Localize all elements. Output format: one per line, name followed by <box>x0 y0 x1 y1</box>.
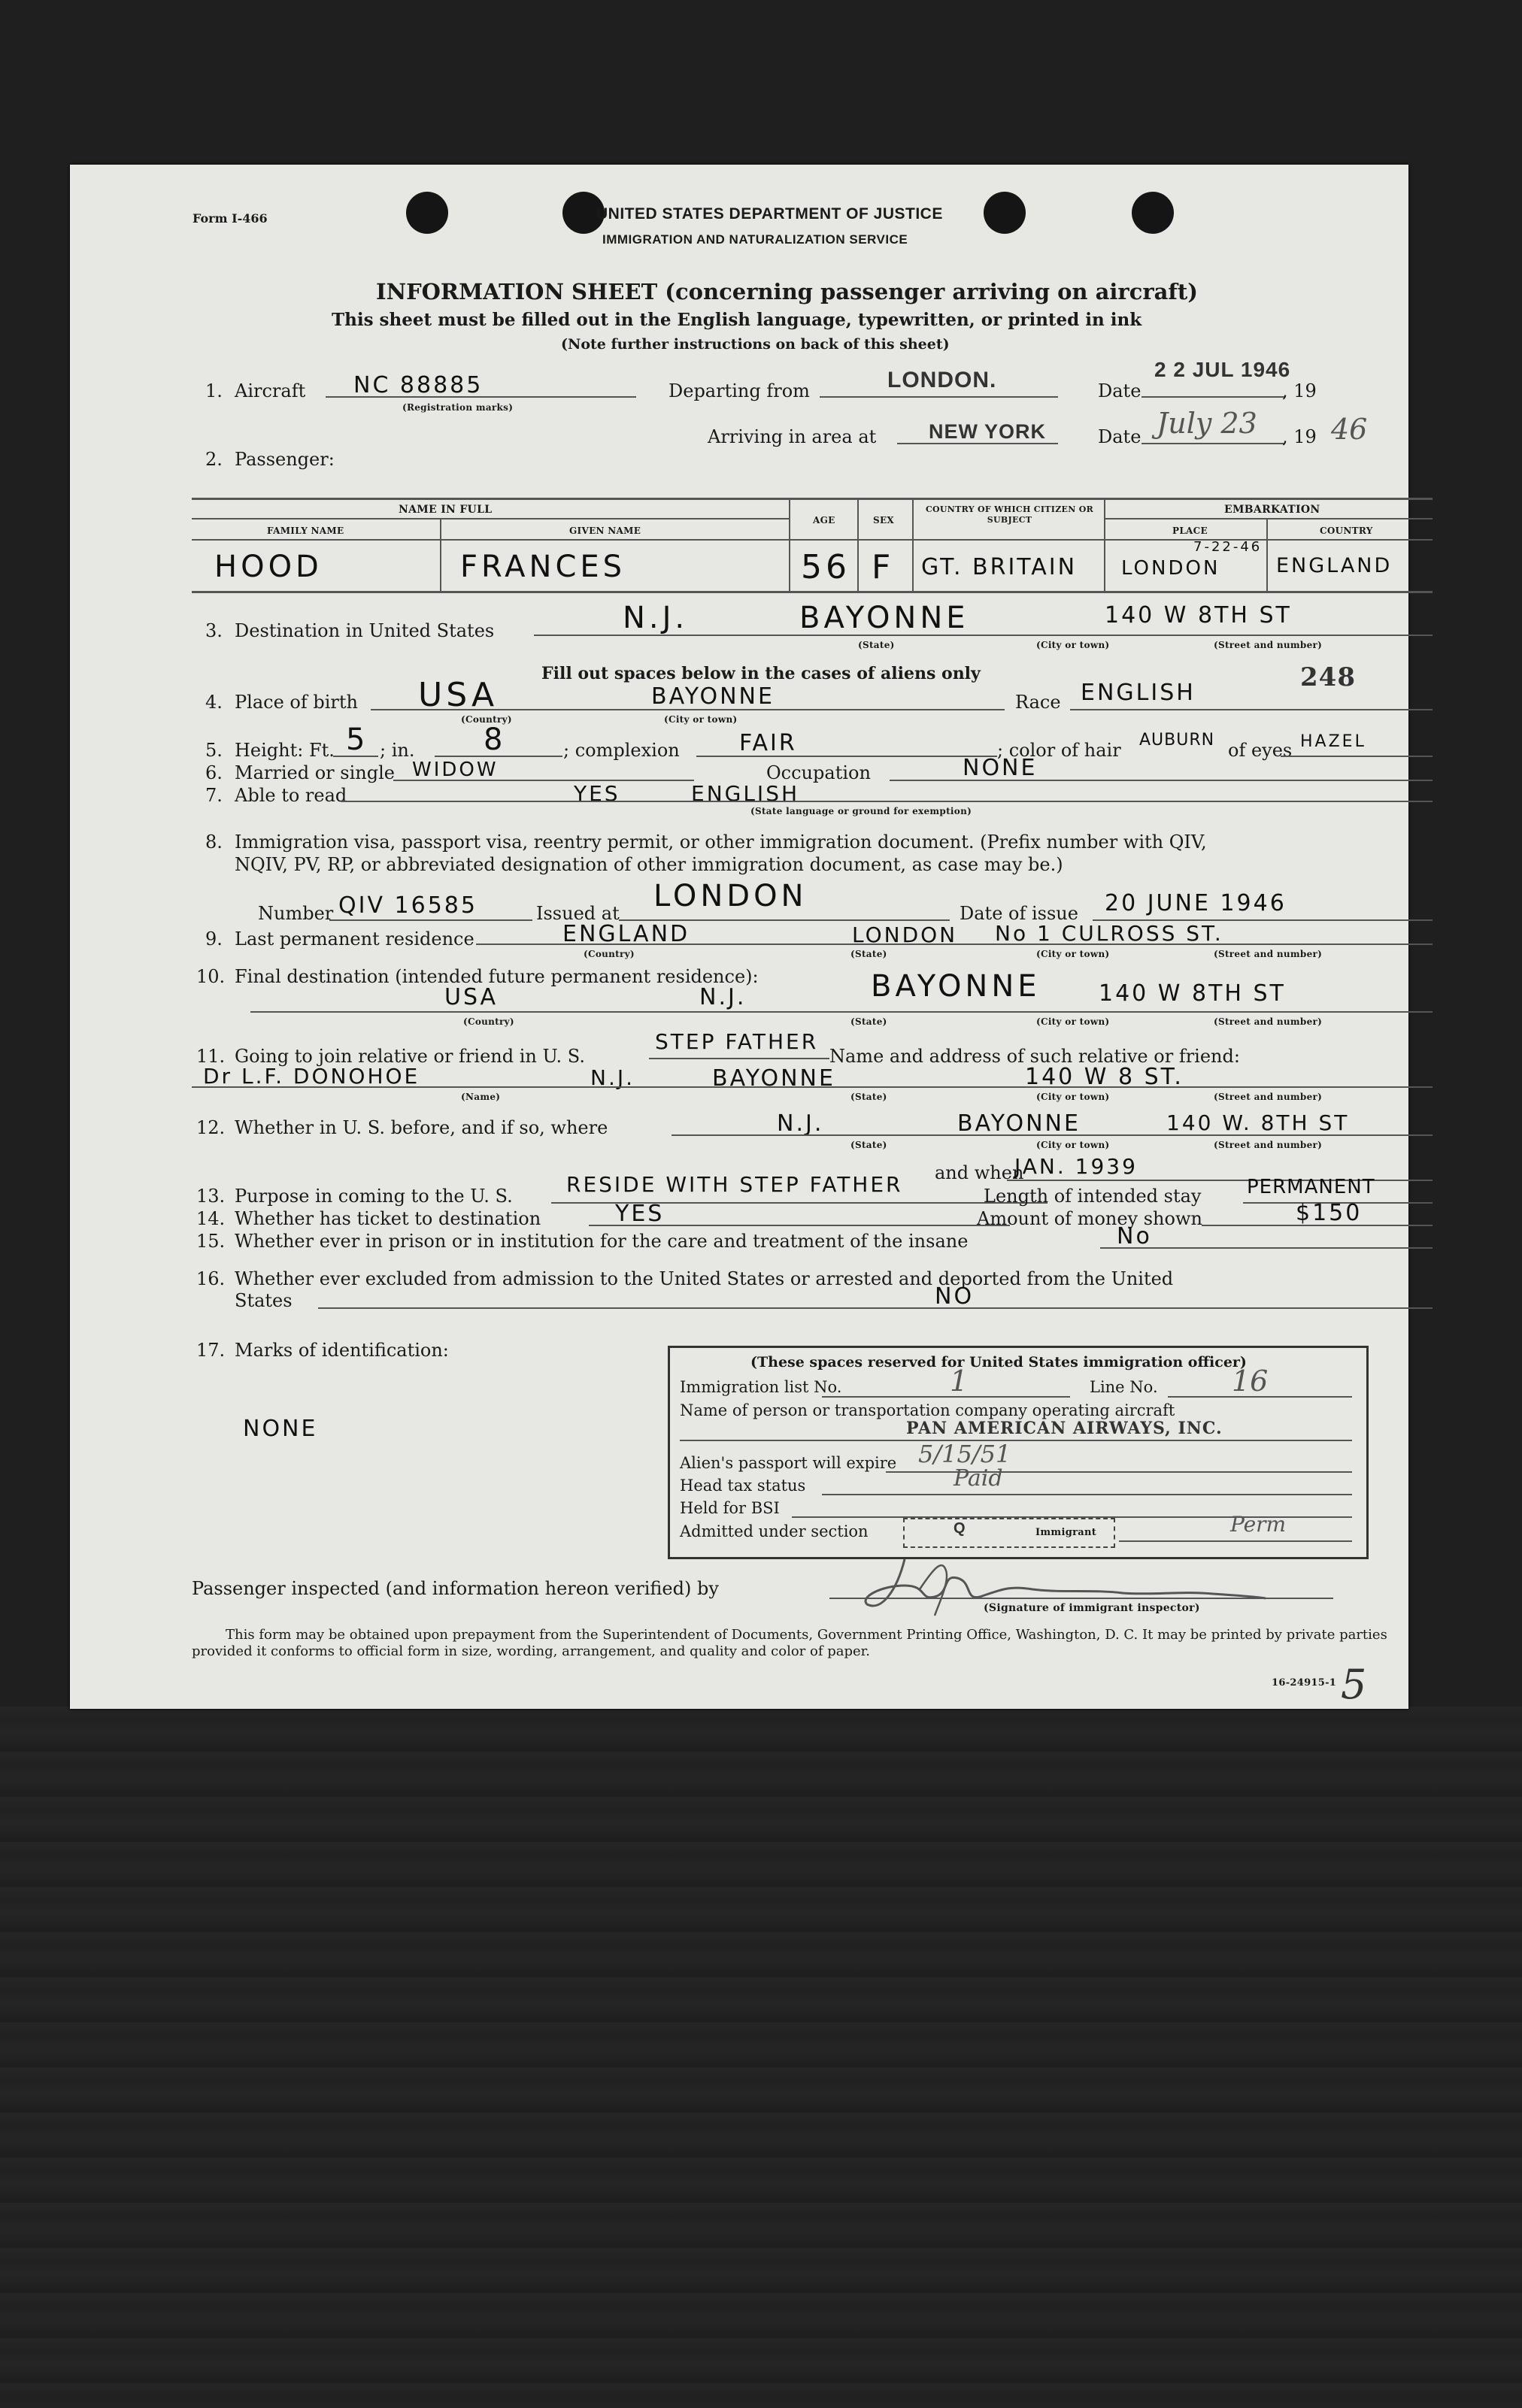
hair-label: ; color of hair <box>997 740 1121 761</box>
document-line1: Immigration visa, passport visa, reentry permit, or other immigration document. (Prefix number with QIV, <box>235 831 1207 853</box>
city-caption: (City or town) <box>664 714 738 725</box>
street-caption: (Street and number) <box>1214 1016 1323 1027</box>
destination-street: 140 W 8TH ST <box>1105 602 1292 629</box>
sex-header: SEX <box>873 515 895 526</box>
form-title: INFORMATION SHEET (concerning passenger arriving on aircraft) <box>376 279 1199 304</box>
expire-value: 5/15/51 <box>918 1440 1011 1468</box>
birth-city: BAYONNE <box>651 683 775 710</box>
state-caption: (State) <box>850 1140 887 1150</box>
given-name-value: FRANCES <box>460 550 626 584</box>
complexion-value: FAIR <box>739 730 797 756</box>
row-number: 1. <box>205 380 223 401</box>
country-caption: (Country) <box>461 714 512 725</box>
country-header: COUNTRY OF WHICH CITIZEN OR SUBJECT <box>925 504 1094 525</box>
punch-hole <box>406 192 448 234</box>
number-label: Number <box>258 903 334 924</box>
embarkation-header: EMBARKATION <box>1224 504 1320 516</box>
margin-number: 248 <box>1300 662 1356 692</box>
row-number: 16. <box>196 1268 226 1289</box>
list-value: 1 <box>950 1365 969 1398</box>
before-street: 140 W. 8TH ST <box>1166 1110 1350 1135</box>
arriving-label: Arriving in area at <box>708 426 877 447</box>
punch-hole <box>984 192 1026 234</box>
bsi-label: Held for BSI <box>680 1499 780 1517</box>
when-value: JAN. 1939 <box>1014 1154 1138 1179</box>
arriving-date-value: July 23 <box>1157 407 1257 440</box>
state-caption: (State) <box>850 949 887 959</box>
arriving-value: NEW YORK <box>929 420 1047 443</box>
arriving-year-value: 46 <box>1331 413 1368 446</box>
service-name: IMMIGRATION AND NATURALIZATION SERVICE <box>602 232 908 247</box>
join-label: Going to join relative or friend in U. S. <box>235 1046 585 1067</box>
name-header: NAME IN FULL <box>399 504 493 516</box>
identification-label: Marks of identification: <box>235 1340 449 1361</box>
number-value: QIV 16585 <box>338 892 478 919</box>
destination-city: BAYONNE <box>799 601 969 635</box>
money-label: Amount of money shown <box>977 1208 1202 1229</box>
residence-country: ENGLAND <box>562 921 690 947</box>
form-code: 16-24915-1 <box>1272 1677 1337 1689</box>
signature-caption: (Signature of immigrant inspector) <box>984 1602 1200 1614</box>
relation-value: STEP FATHER <box>655 1029 819 1054</box>
marital-label: Married or single <box>235 762 395 783</box>
inspected-label: Passenger inspected (and information hereon verified) by <box>192 1578 719 1599</box>
before-city: BAYONNE <box>957 1110 1081 1137</box>
issue-date-label: Date of issue <box>960 903 1078 924</box>
issue-date-value: 20 JUNE 1946 <box>1105 890 1287 916</box>
age-value: 56 <box>801 548 850 586</box>
date-label: Date <box>1098 380 1142 401</box>
given-name-header: GIVEN NAME <box>569 526 641 536</box>
row-number: 9. <box>205 928 223 950</box>
row-number: 12. <box>196 1117 226 1138</box>
company-value: PAN AMERICAN AIRWAYS, INC. <box>906 1419 1223 1438</box>
list-label: Immigration list No. <box>680 1378 842 1396</box>
departing-date-stamp: 2 2 JUL 1946 <box>1154 358 1291 381</box>
street-caption: (Street and number) <box>1214 949 1323 959</box>
issued-label: Issued at <box>536 903 620 924</box>
page-mark: 5 <box>1341 1661 1367 1708</box>
state-caption: (State) <box>850 1016 887 1027</box>
aircraft-value: NC 88885 <box>353 372 484 398</box>
row-number: 14. <box>196 1208 226 1229</box>
name-caption: (Name) <box>461 1092 501 1102</box>
family-name-value: HOOD <box>214 550 323 584</box>
departing-label: Departing from <box>669 380 810 401</box>
embark-place-value: LONDON <box>1121 557 1220 580</box>
relative-city: BAYONNE <box>712 1065 835 1092</box>
date-suffix: , 19 <box>1282 380 1317 401</box>
height-feet: 5 <box>346 722 369 757</box>
state-caption: (State) <box>850 1092 887 1102</box>
arriving-date-suffix: , 19 <box>1282 426 1317 447</box>
row-number: 11. <box>196 1046 226 1067</box>
before-label: Whether in U. S. before, and if so, where <box>235 1117 608 1138</box>
purpose-label: Purpose in coming to the U. S. <box>235 1186 513 1207</box>
purpose-value: RESIDE WITH STEP FATHER <box>566 1172 903 1197</box>
row-number: 15. <box>196 1231 226 1252</box>
destination-label: Destination in United States <box>235 620 495 641</box>
embark-date-value: 7-22-46 <box>1193 539 1263 555</box>
prison-label: Whether ever in prison or in institution for the care and treatment of the insane <box>235 1231 969 1252</box>
tax-value: Paid <box>954 1465 1003 1492</box>
relative-street: 140 W 8 ST. <box>1025 1064 1184 1090</box>
family-name-header: FAMILY NAME <box>267 526 344 536</box>
passenger-label: Passenger: <box>235 449 335 470</box>
ticket-label: Whether has ticket to destination <box>235 1208 541 1229</box>
age-header: AGE <box>813 515 835 526</box>
occupation-label: Occupation <box>766 762 871 783</box>
read-yes: YES <box>574 781 620 806</box>
expire-label: Alien's passport will expire <box>680 1454 897 1472</box>
section-stamp: Q <box>954 1520 966 1537</box>
punch-hole <box>1132 192 1174 234</box>
line-label: Line No. <box>1090 1378 1158 1396</box>
row-number: 2. <box>205 449 223 470</box>
aircraft-label: Aircraft <box>235 380 306 401</box>
line-value: 16 <box>1232 1365 1269 1398</box>
city-caption: (City or town) <box>1036 1140 1110 1150</box>
final-city: BAYONNE <box>871 969 1041 1004</box>
final-destination-label: Final destination (intended future permanent residence): <box>235 966 759 987</box>
row-number: 10. <box>196 966 226 987</box>
height-label: Height: Ft. <box>235 740 335 761</box>
final-state: N.J. <box>699 984 747 1010</box>
relative-name: Dr L.F. DONOHOE <box>203 1064 420 1089</box>
read-label: Able to read <box>235 785 347 806</box>
relative-state: N.J. <box>590 1065 635 1090</box>
footer-text: This form may be obtained upon prepayment from the Superintendent of Documents, Government Printing Office, Washington, D. C. It may be printed by private parties provided it conforms to official form in size, wording, arrangement, and quality and color of paper. <box>192 1627 1387 1659</box>
row-number: 3. <box>205 620 223 641</box>
street-caption: (Street and number) <box>1214 640 1323 650</box>
birth-country: USA <box>418 676 499 714</box>
section-value: Perm <box>1230 1512 1287 1537</box>
city-caption: (City or town) <box>1036 1016 1110 1027</box>
form-note: (Note further instructions on back of this sheet) <box>561 336 950 353</box>
section-label: Admitted under section <box>680 1522 869 1540</box>
stay-label: Length of intended stay <box>984 1186 1202 1207</box>
departing-value: LONDON. <box>887 368 997 392</box>
city-caption: (City or town) <box>1036 949 1110 959</box>
sex-value: F <box>872 548 895 586</box>
identification-value: NONE <box>243 1416 318 1442</box>
eyes-label: of eyes <box>1228 740 1293 761</box>
arriving-date-label: Date <box>1098 426 1142 447</box>
state-caption: (State) <box>858 640 895 650</box>
prison-value: No <box>1117 1223 1152 1249</box>
race-label: Race <box>1015 692 1061 713</box>
row-number: 13. <box>196 1186 226 1207</box>
tax-label: Head tax status <box>680 1477 806 1495</box>
residence-street: No 1 CULROSS ST. <box>995 921 1223 946</box>
row-number: 5. <box>205 740 223 761</box>
embark-country-value: ENGLAND <box>1276 554 1393 577</box>
excluded-line2: States <box>235 1290 293 1311</box>
birthplace-label: Place of birth <box>235 692 358 713</box>
money-value: $150 <box>1296 1200 1363 1226</box>
residence-city: LONDON <box>852 922 958 947</box>
company-label: Name of person or transportation company operating aircraft <box>680 1401 1175 1419</box>
embark-country-header: COUNTRY <box>1320 526 1373 536</box>
information-sheet-form <box>70 165 1408 1709</box>
officer-heading: (These spaces reserved for United States immigration officer) <box>750 1354 1247 1371</box>
document-line2: NQIV, PV, RP, or abbreviated designation of other immigration document, as case may be.) <box>235 854 1063 875</box>
excluded-line1: Whether ever excluded from admission to the United States or arrested and deported from the United <box>235 1268 1174 1289</box>
form-instruction: This sheet must be filled out in the English language, typewritten, or printed in ink <box>332 310 1142 330</box>
row-number: 17. <box>196 1340 226 1361</box>
residence-label: Last permanent residence <box>235 928 474 950</box>
aliens-note: Fill out spaces below in the cases of aliens only <box>541 664 981 683</box>
scan-background <box>0 1707 1522 2408</box>
row-number: 4. <box>205 692 223 713</box>
issued-value: LONDON <box>653 879 808 913</box>
city-caption: (City or town) <box>1036 1092 1110 1102</box>
stay-value: PERMANENT <box>1247 1176 1375 1198</box>
before-state: N.J. <box>777 1110 824 1137</box>
final-street: 140 W 8TH ST <box>1099 980 1286 1007</box>
country-caption: (Country) <box>584 949 635 959</box>
section-stamp-text: Immigrant <box>1035 1527 1097 1538</box>
when-label: and when <box>935 1162 1024 1183</box>
relative-address-label: Name and address of such relative or friend: <box>829 1046 1240 1067</box>
street-caption: (Street and number) <box>1214 1092 1323 1102</box>
aircraft-caption: (Registration marks) <box>402 402 514 413</box>
race-value: ENGLISH <box>1081 680 1196 706</box>
complexion-label: ; complexion <box>563 740 680 761</box>
row-number: 6. <box>205 762 223 783</box>
occupation-value: NONE <box>963 755 1038 781</box>
hair-value: AUBURN <box>1139 731 1215 750</box>
country-caption: (Country) <box>463 1016 514 1027</box>
city-caption: (City or town) <box>1036 640 1110 650</box>
excluded-value: NO <box>935 1283 975 1310</box>
row-number: 8. <box>205 831 223 853</box>
read-caption: (State language or ground for exemption) <box>750 806 972 816</box>
height-inches: 8 <box>484 722 507 757</box>
street-caption: (Street and number) <box>1214 1140 1323 1150</box>
eyes-value: HAZEL <box>1300 732 1366 751</box>
marital-value: WIDOW <box>412 759 499 781</box>
place-header: PLACE <box>1172 526 1208 536</box>
inches-label: ; in. <box>380 740 415 761</box>
final-country: USA <box>444 984 499 1010</box>
row-number: 7. <box>205 785 223 806</box>
agency-name: UNITED STATES DEPARTMENT OF JUSTICE <box>596 205 943 223</box>
read-language: ENGLISH <box>691 781 800 806</box>
destination-state: N.J. <box>623 601 689 635</box>
form-number: Form I-466 <box>193 211 268 226</box>
ticket-value: YES <box>615 1201 665 1227</box>
citizen-value: GT. BRITAIN <box>921 554 1078 580</box>
